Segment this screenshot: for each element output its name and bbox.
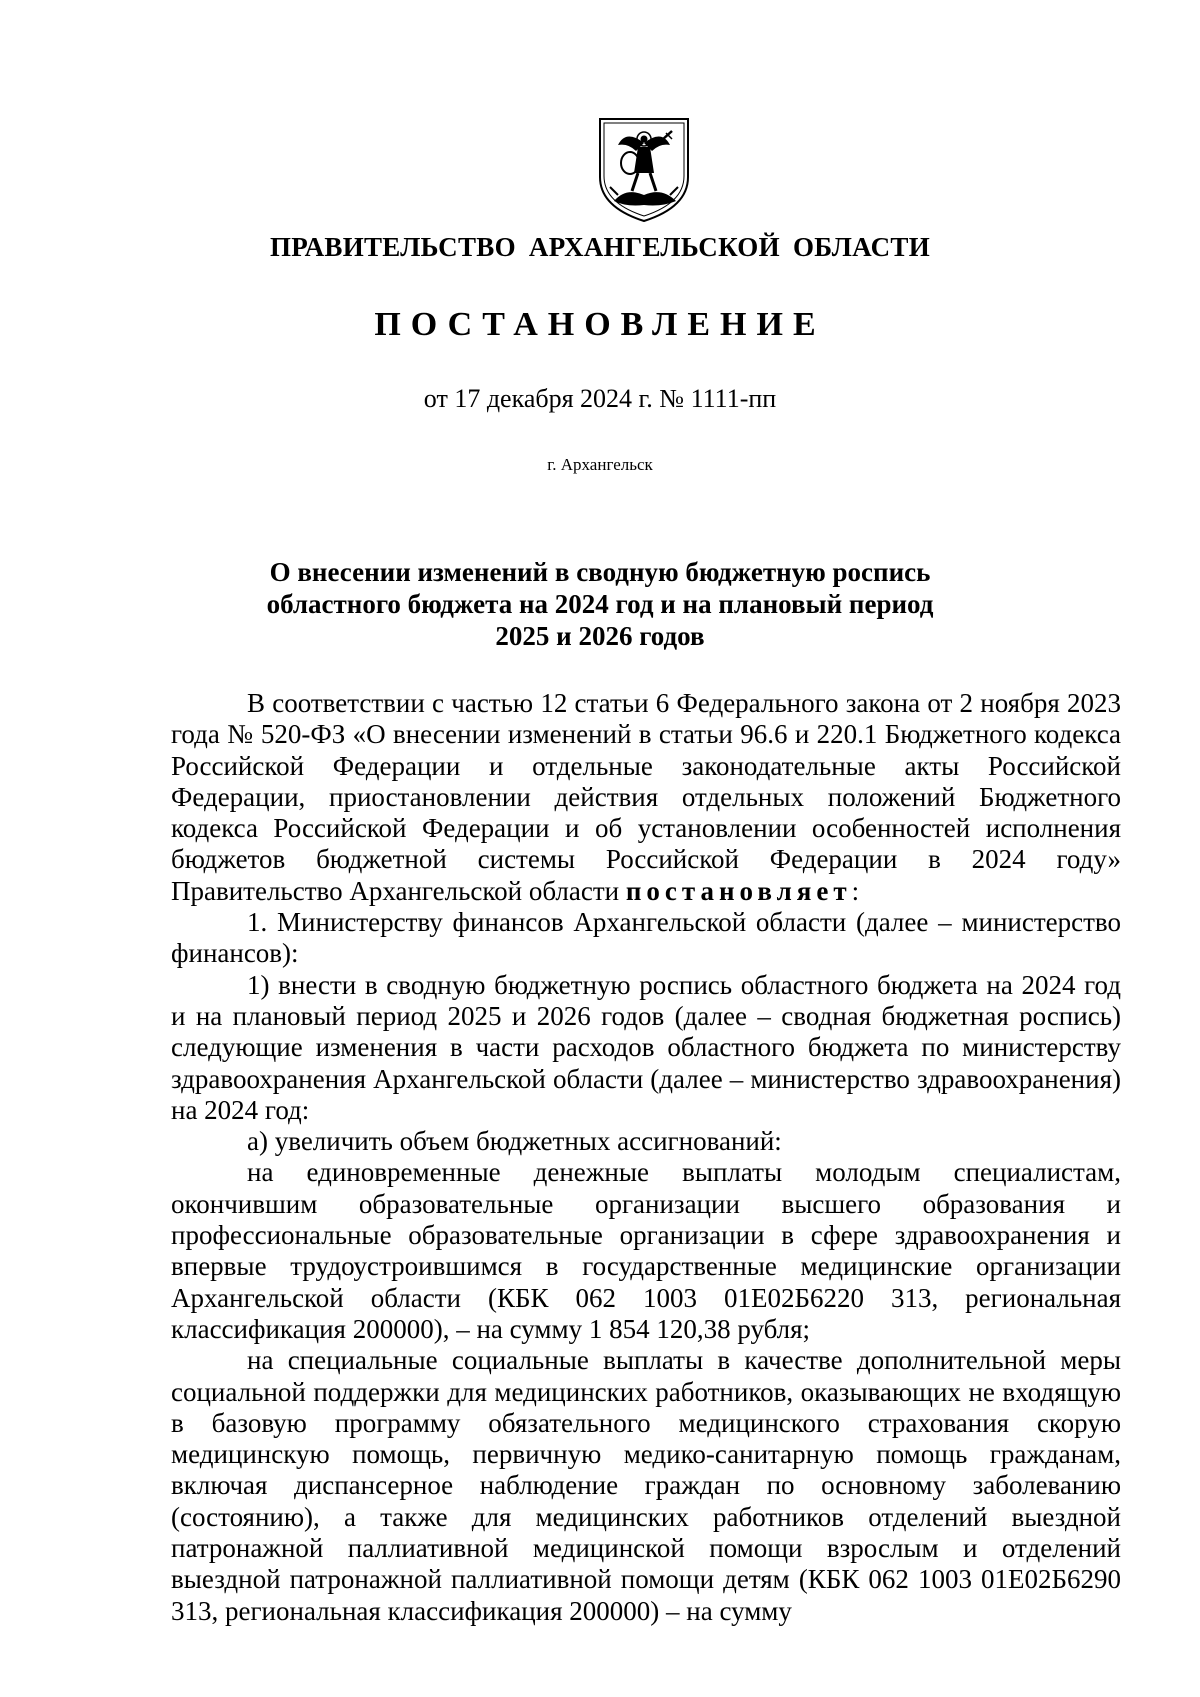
resolves-word: постановляет xyxy=(625,875,852,906)
city-name: г. Архангельск xyxy=(547,455,653,474)
document-title xyxy=(250,556,950,652)
preamble-text: В соответствии с частью 12 статьи 6 Федерального закона от 2 ноября 2023 года № 520-ФЗ «О внесении изменений в статьи 96.6 и 220.1 Бюджетного кодекса Российской Федерации и отдельные законодательные акты Российской Федерации, приостановлении действия отдельных положений Бюджетного кодекса Российской Федерации и об установлении особенностей исполнения бюджетов бюджетной системы Российской Федерации в 2024 году» Правительство Архангельской области xyxy=(171,688,1121,906)
organization-name: ПРАВИТЕЛЬСТВО АРХАНГЕЛЬСКОЙ ОБЛАСТИ xyxy=(269,232,931,262)
paragraph-subitem-a: а) увеличить объем бюджетных ассигнований: xyxy=(247,1126,782,1157)
paragraph-special-payments: на специальные социальные выплаты в качестве дополнительной меры социальной поддержки для медицинских работников, оказывающих не входящую в базовую программу обязательного медицинского страхования скорую медицинскую помощь, первичную медико-санитарную помощь гражданам, включая диспансерное наблюдение граждан по основному заболеванию (состоянию), а также для медицинских работников отделений выездной патронажной паллиативной медицинской помощи взрослым и отделений выездной патронажной паллиативной помощи детям (КБК 062 1003 01Е02Б6290 313, региональная классификация 200000) – на сумму xyxy=(171,1345,1121,1626)
paragraph-preamble xyxy=(171,688,1121,907)
document-type: ПОСТАНОВЛЕНИЕ xyxy=(374,306,826,343)
date-and-number: от 17 декабря 2024 г. № 1111-пп xyxy=(423,384,777,413)
preamble-colon: : xyxy=(851,875,860,906)
title-line-1: О внесении изменений в сводную бюджетную роспись xyxy=(269,557,931,587)
paragraph-one-time-payments: на единовременные денежные выплаты молодым специалистам, окончившим образовательные организации высшего образования и профессиональные образовательные организации в сфере здравоохранения и впервые трудоустроившимся в государственные медицинские организации Архангельской области (КБК 062 1003 01Е02Б6220 313, региональная классификация 200000), – на сумму 1 854 120,38 рубля; xyxy=(171,1157,1121,1344)
paragraph-item-1: 1. Министерству финансов Архангельской области (далее – министерство финансов): xyxy=(171,907,1121,969)
document-body xyxy=(171,688,1121,1627)
paragraph-subitem-1: 1) внести в сводную бюджетную роспись областного бюджета на 2024 год и на плановый период 2025 и 2026 годов (далее – сводная бюджетная роспись) следующие изменения в части расходов областного бюджета по министерству здравоохранения Архангельской области (далее – министерство здравоохранения) на 2024 год: xyxy=(171,969,1121,1125)
title-line-2: областного бюджета на 2024 год и на плановый период xyxy=(266,589,934,619)
title-line-3: 2025 и 2026 годов xyxy=(495,621,705,651)
coat-of-arms-emblem xyxy=(596,115,692,225)
